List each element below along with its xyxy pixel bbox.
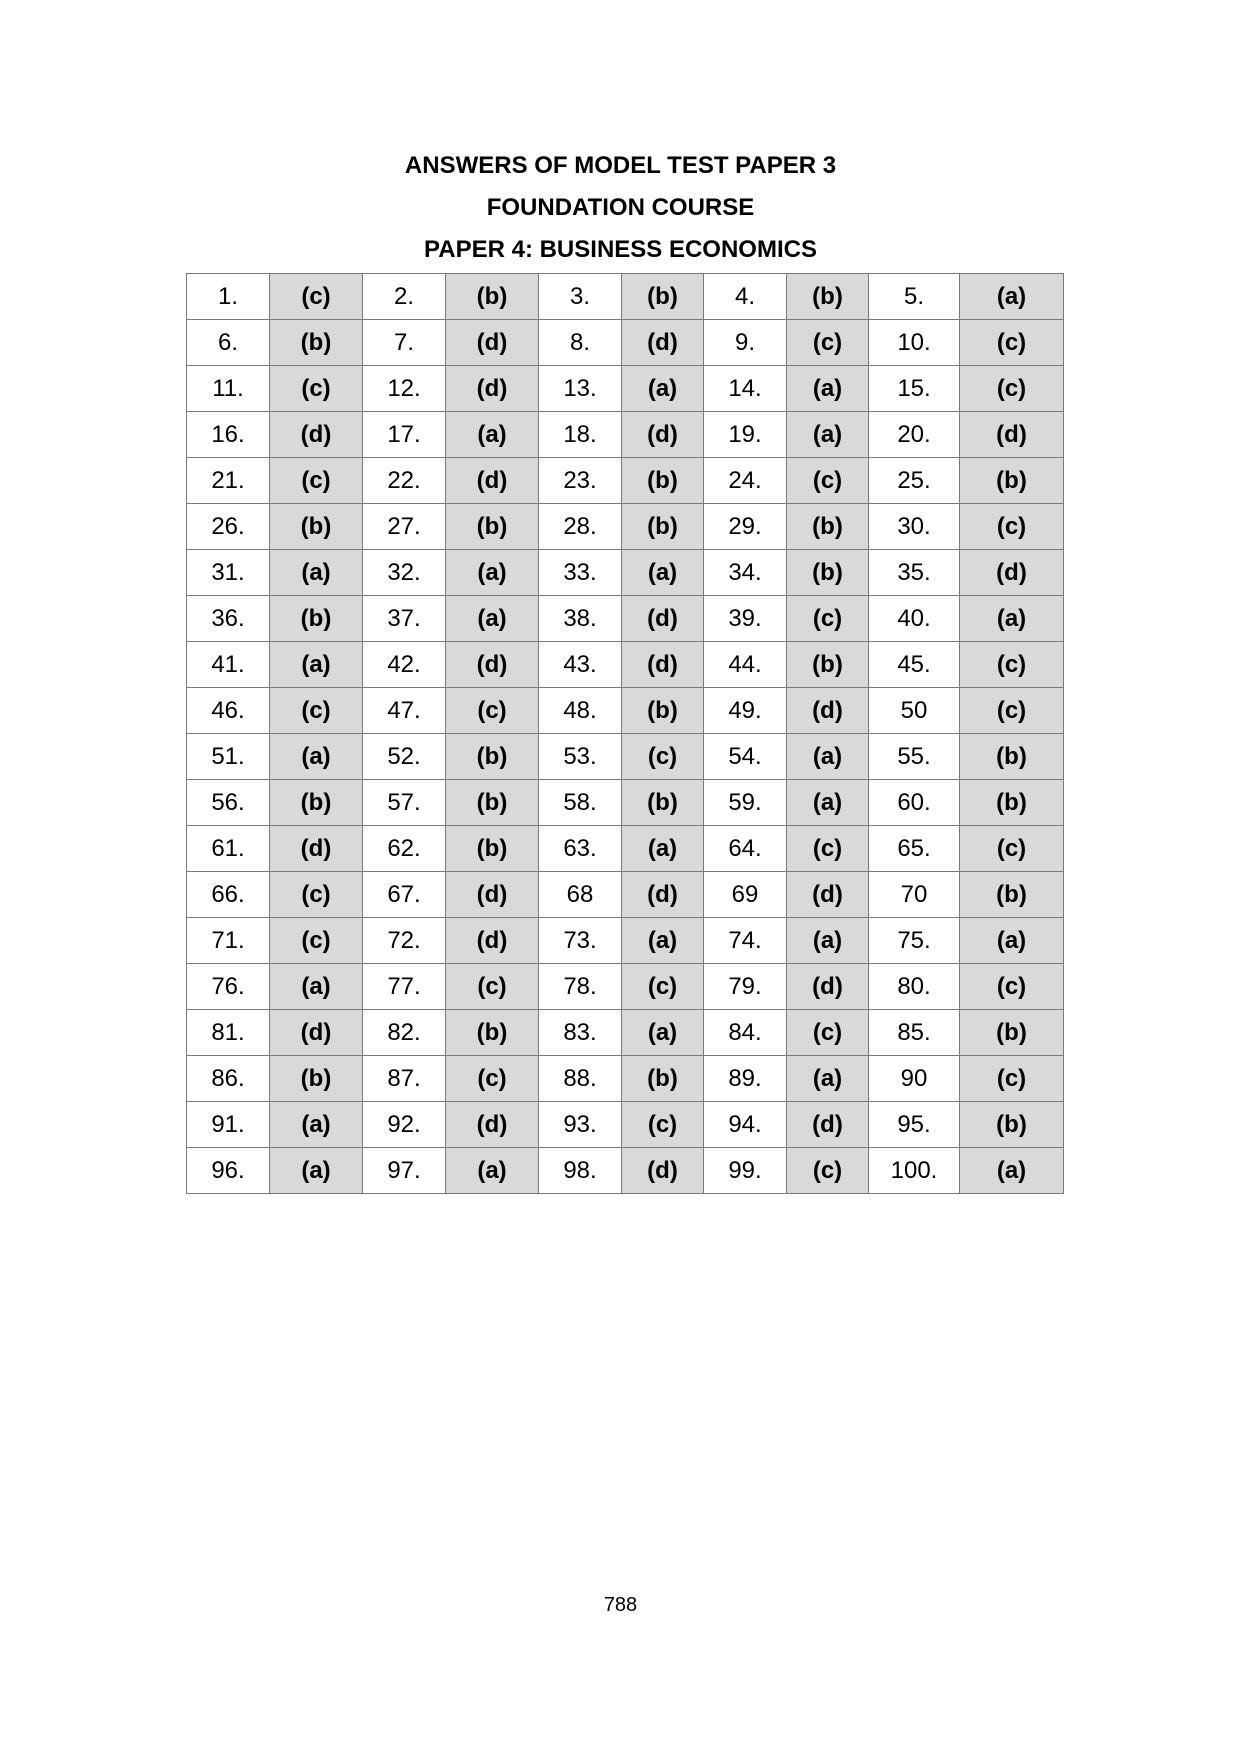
question-number: 97. <box>363 1148 446 1194</box>
answer-option: (d) <box>270 826 363 872</box>
question-number: 95. <box>869 1102 960 1148</box>
question-number: 53. <box>539 734 622 780</box>
question-number: 32. <box>363 550 446 596</box>
question-number: 76. <box>187 964 270 1010</box>
question-number: 19. <box>704 412 787 458</box>
question-number: 34. <box>704 550 787 596</box>
question-number: 71. <box>187 918 270 964</box>
question-number: 4. <box>704 274 787 320</box>
question-number: 52. <box>363 734 446 780</box>
table-row <box>187 596 1064 642</box>
answer-option: (c) <box>787 320 869 366</box>
question-number: 74. <box>704 918 787 964</box>
question-number: 88. <box>539 1056 622 1102</box>
question-number: 57. <box>363 780 446 826</box>
question-number: 18. <box>539 412 622 458</box>
answer-option: (a) <box>787 366 869 412</box>
question-number: 45. <box>869 642 960 688</box>
question-number: 31. <box>187 550 270 596</box>
answer-option: (d) <box>787 964 869 1010</box>
question-number: 94. <box>704 1102 787 1148</box>
table-row <box>187 274 1064 320</box>
paper-subtitle: PAPER 4: BUSINESS ECONOMICS <box>424 236 817 263</box>
answer-option: (c) <box>270 366 363 412</box>
table-row <box>187 964 1064 1010</box>
answer-key-body <box>187 274 1064 1194</box>
question-number: 26. <box>187 504 270 550</box>
answer-option: (a) <box>960 1148 1064 1194</box>
answer-option: (b) <box>960 872 1064 918</box>
question-number: 84. <box>704 1010 787 1056</box>
question-number: 3. <box>539 274 622 320</box>
question-number: 16. <box>187 412 270 458</box>
answer-option: (b) <box>787 274 869 320</box>
question-number: 93. <box>539 1102 622 1148</box>
table-row <box>187 1010 1064 1056</box>
question-number: 11. <box>187 366 270 412</box>
answer-option: (b) <box>622 458 704 504</box>
question-number: 17. <box>363 412 446 458</box>
answer-option: (a) <box>622 826 704 872</box>
question-number: 62. <box>363 826 446 872</box>
question-number: 2. <box>363 274 446 320</box>
answer-option: (c) <box>960 504 1064 550</box>
answer-option: (a) <box>960 596 1064 642</box>
answer-option: (d) <box>960 412 1064 458</box>
answer-option: (c) <box>446 1056 539 1102</box>
answer-option: (b) <box>270 1056 363 1102</box>
question-number: 99. <box>704 1148 787 1194</box>
question-number: 14. <box>704 366 787 412</box>
question-number: 89. <box>704 1056 787 1102</box>
answer-option: (b) <box>446 734 539 780</box>
question-number: 38. <box>539 596 622 642</box>
answer-option: (a) <box>787 1056 869 1102</box>
answer-option: (a) <box>270 734 363 780</box>
question-number: 41. <box>187 642 270 688</box>
answer-option: (b) <box>787 550 869 596</box>
question-number: 44. <box>704 642 787 688</box>
question-number: 87. <box>363 1056 446 1102</box>
answer-option: (c) <box>960 366 1064 412</box>
answer-option: (d) <box>446 872 539 918</box>
answer-option: (c) <box>787 826 869 872</box>
question-number: 78. <box>539 964 622 1010</box>
question-number: 72. <box>363 918 446 964</box>
question-number: 90 <box>869 1056 960 1102</box>
question-number: 7. <box>363 320 446 366</box>
answer-option: (a) <box>622 1010 704 1056</box>
answer-option: (c) <box>787 458 869 504</box>
question-number: 92. <box>363 1102 446 1148</box>
answer-option: (a) <box>787 918 869 964</box>
answer-option: (c) <box>446 964 539 1010</box>
question-number: 79. <box>704 964 787 1010</box>
answer-option: (a) <box>960 918 1064 964</box>
question-number: 51. <box>187 734 270 780</box>
question-number: 20. <box>869 412 960 458</box>
table-row <box>187 872 1064 918</box>
answer-option: (b) <box>622 274 704 320</box>
answer-option: (c) <box>787 1010 869 1056</box>
answer-option: (a) <box>446 412 539 458</box>
answer-option: (d) <box>446 320 539 366</box>
question-number: 8. <box>539 320 622 366</box>
answer-option: (d) <box>622 1148 704 1194</box>
answer-option: (b) <box>622 780 704 826</box>
question-number: 35. <box>869 550 960 596</box>
question-number: 83. <box>539 1010 622 1056</box>
question-number: 66. <box>187 872 270 918</box>
question-number: 12. <box>363 366 446 412</box>
answer-option: (a) <box>787 412 869 458</box>
question-number: 28. <box>539 504 622 550</box>
question-number: 10. <box>869 320 960 366</box>
answer-option: (b) <box>270 596 363 642</box>
answer-option: (d) <box>622 320 704 366</box>
question-number: 37. <box>363 596 446 642</box>
answer-option: (a) <box>270 1148 363 1194</box>
answer-option: (c) <box>960 642 1064 688</box>
answer-option: (b) <box>270 780 363 826</box>
answer-option: (d) <box>446 366 539 412</box>
answer-option: (b) <box>622 688 704 734</box>
question-number: 73. <box>539 918 622 964</box>
answer-option: (b) <box>960 1102 1064 1148</box>
answer-option: (b) <box>787 504 869 550</box>
answer-option: (a) <box>270 642 363 688</box>
answer-option: (d) <box>960 550 1064 596</box>
answer-key-table <box>186 273 1064 1194</box>
answer-option: (d) <box>787 1102 869 1148</box>
question-number: 15. <box>869 366 960 412</box>
answer-option: (d) <box>446 1102 539 1148</box>
answer-option: (d) <box>622 412 704 458</box>
question-number: 47. <box>363 688 446 734</box>
answer-option: (c) <box>787 1148 869 1194</box>
answer-option: (b) <box>960 734 1064 780</box>
question-number: 85. <box>869 1010 960 1056</box>
answer-option: (c) <box>270 688 363 734</box>
answer-option: (a) <box>787 780 869 826</box>
answer-option: (a) <box>270 964 363 1010</box>
answer-option: (a) <box>622 550 704 596</box>
question-number: 36. <box>187 596 270 642</box>
question-number: 70 <box>869 872 960 918</box>
question-number: 59. <box>704 780 787 826</box>
answer-option: (c) <box>270 872 363 918</box>
answer-option: (d) <box>446 642 539 688</box>
table-row <box>187 918 1064 964</box>
answer-option: (d) <box>622 596 704 642</box>
answer-option: (a) <box>622 366 704 412</box>
table-row <box>187 734 1064 780</box>
answer-option: (d) <box>622 642 704 688</box>
question-number: 82. <box>363 1010 446 1056</box>
table-row <box>187 366 1064 412</box>
table-row <box>187 320 1064 366</box>
question-number: 81. <box>187 1010 270 1056</box>
question-number: 21. <box>187 458 270 504</box>
question-number: 75. <box>869 918 960 964</box>
answer-option: (b) <box>446 826 539 872</box>
question-number: 64. <box>704 826 787 872</box>
question-number: 54. <box>704 734 787 780</box>
question-number: 91. <box>187 1102 270 1148</box>
answer-option: (a) <box>270 1102 363 1148</box>
answer-option: (b) <box>270 504 363 550</box>
question-number: 58. <box>539 780 622 826</box>
question-number: 68 <box>539 872 622 918</box>
answer-option: (c) <box>960 320 1064 366</box>
question-number: 30. <box>869 504 960 550</box>
question-number: 61. <box>187 826 270 872</box>
answer-option: (b) <box>446 1010 539 1056</box>
question-number: 60. <box>869 780 960 826</box>
question-number: 69 <box>704 872 787 918</box>
answer-option: (c) <box>270 458 363 504</box>
answer-option: (b) <box>446 274 539 320</box>
answer-option: (d) <box>787 872 869 918</box>
page-title: ANSWERS OF MODEL TEST PAPER 3 <box>404 152 837 179</box>
question-number: 48. <box>539 688 622 734</box>
question-number: 29. <box>704 504 787 550</box>
table-row <box>187 826 1064 872</box>
question-number: 98. <box>539 1148 622 1194</box>
table-row <box>187 642 1064 688</box>
question-number: 100. <box>869 1148 960 1194</box>
question-number: 96. <box>187 1148 270 1194</box>
answer-option: (d) <box>446 458 539 504</box>
answer-option: (c) <box>622 734 704 780</box>
answer-option: (b) <box>960 780 1064 826</box>
question-number: 63. <box>539 826 622 872</box>
question-number: 23. <box>539 458 622 504</box>
answer-option: (a) <box>270 550 363 596</box>
question-number: 80. <box>869 964 960 1010</box>
question-number: 6. <box>187 320 270 366</box>
question-number: 5. <box>869 274 960 320</box>
question-number: 13. <box>539 366 622 412</box>
table-row <box>187 1148 1064 1194</box>
answer-option: (a) <box>622 918 704 964</box>
table-row <box>187 550 1064 596</box>
question-number: 86. <box>187 1056 270 1102</box>
table-row <box>187 688 1064 734</box>
answer-option: (b) <box>446 504 539 550</box>
answer-option: (c) <box>622 964 704 1010</box>
question-number: 56. <box>187 780 270 826</box>
table-row <box>187 504 1064 550</box>
question-number: 43. <box>539 642 622 688</box>
answer-option: (d) <box>622 872 704 918</box>
table-row <box>187 1102 1064 1148</box>
answer-option: (b) <box>446 780 539 826</box>
question-number: 55. <box>869 734 960 780</box>
answer-option: (b) <box>622 1056 704 1102</box>
question-number: 40. <box>869 596 960 642</box>
answer-option: (a) <box>960 274 1064 320</box>
page-number: 788 <box>603 1594 638 1616</box>
question-number: 1. <box>187 274 270 320</box>
table-row <box>187 780 1064 826</box>
answer-option: (a) <box>446 550 539 596</box>
question-number: 24. <box>704 458 787 504</box>
answer-option: (c) <box>960 826 1064 872</box>
question-number: 46. <box>187 688 270 734</box>
table-row <box>187 1056 1064 1102</box>
answer-option: (d) <box>270 1010 363 1056</box>
question-number: 65. <box>869 826 960 872</box>
answer-option: (b) <box>960 1010 1064 1056</box>
question-number: 22. <box>363 458 446 504</box>
answer-option: (a) <box>446 1148 539 1194</box>
question-number: 39. <box>704 596 787 642</box>
table-row <box>187 458 1064 504</box>
question-number: 77. <box>363 964 446 1010</box>
question-number: 25. <box>869 458 960 504</box>
answer-option: (a) <box>446 596 539 642</box>
answer-option: (c) <box>270 274 363 320</box>
answer-option: (c) <box>960 688 1064 734</box>
answer-option: (c) <box>960 964 1064 1010</box>
answer-option: (c) <box>622 1102 704 1148</box>
answer-option: (c) <box>446 688 539 734</box>
answer-option: (d) <box>787 688 869 734</box>
answer-option: (c) <box>960 1056 1064 1102</box>
answer-option: (a) <box>787 734 869 780</box>
answer-option: (b) <box>270 320 363 366</box>
question-number: 49. <box>704 688 787 734</box>
course-subtitle: FOUNDATION COURSE <box>486 194 755 221</box>
answer-option: (d) <box>446 918 539 964</box>
question-number: 42. <box>363 642 446 688</box>
table-row <box>187 412 1064 458</box>
question-number: 27. <box>363 504 446 550</box>
answer-option: (c) <box>270 918 363 964</box>
question-number: 50 <box>869 688 960 734</box>
answer-option: (b) <box>960 458 1064 504</box>
answer-option: (b) <box>622 504 704 550</box>
answer-option: (b) <box>787 642 869 688</box>
answer-option: (c) <box>787 596 869 642</box>
answer-option: (d) <box>270 412 363 458</box>
question-number: 33. <box>539 550 622 596</box>
question-number: 67. <box>363 872 446 918</box>
question-number: 9. <box>704 320 787 366</box>
